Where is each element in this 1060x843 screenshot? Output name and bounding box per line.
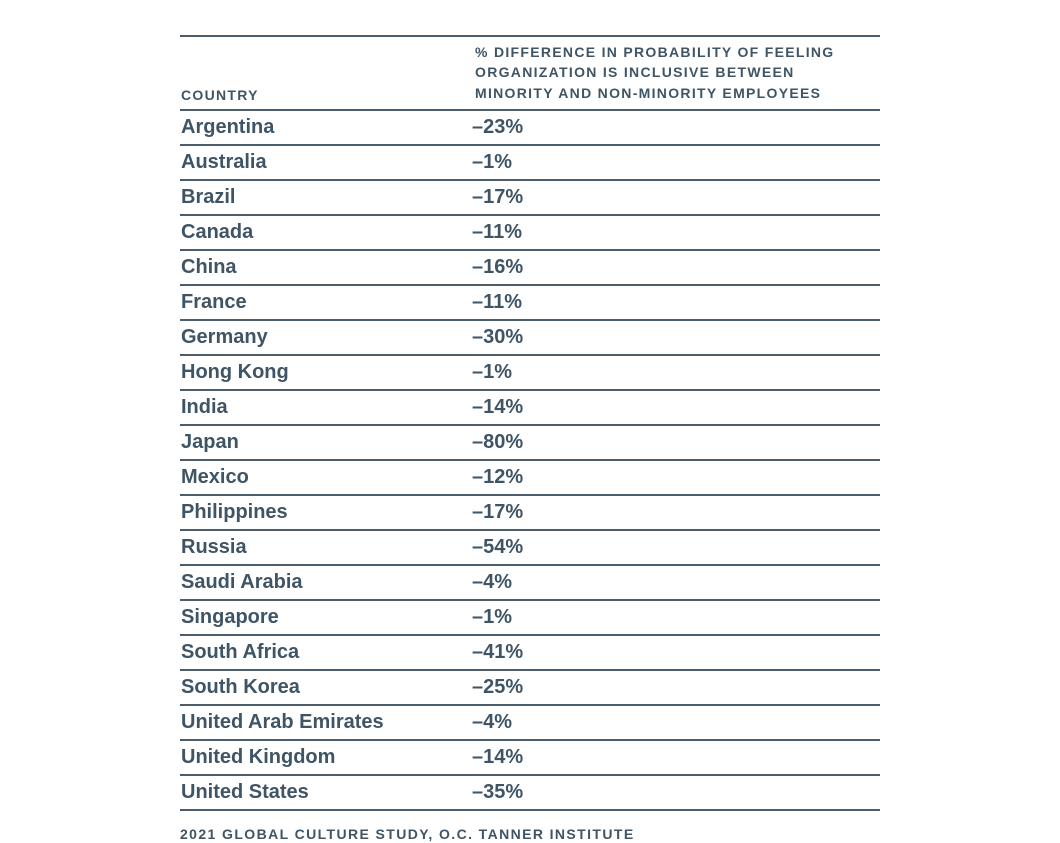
country-cell: Australia <box>181 151 267 173</box>
column-header-country: COUNTRY <box>181 87 259 103</box>
table-row <box>180 496 880 531</box>
country-cell: United Arab Emirates <box>181 711 384 733</box>
difference-value-cell: –80% <box>472 431 524 453</box>
country-cell: Philippines <box>181 501 288 523</box>
source-note: 2021 GLOBAL CULTURE STUDY, O.C. TANNER INSTITUTE <box>180 826 635 842</box>
table-row <box>180 741 880 776</box>
table-row <box>180 636 880 671</box>
table-row <box>180 706 880 741</box>
difference-value-cell: –54% <box>472 536 524 558</box>
column-header-difference: % DIFFERENCE IN PROBABILITY OF FEELING ORGANIZATION IS INCLUSIVE BETWEEN MINORITY AND NON-MINORITY EMPLOYEES <box>475 43 835 101</box>
table-header <box>180 37 880 111</box>
table-row <box>180 356 880 391</box>
difference-value-cell: –23% <box>472 116 524 138</box>
difference-value-cell: –17% <box>472 186 524 208</box>
difference-value-cell: –11% <box>472 291 523 313</box>
difference-value-cell: –12% <box>472 466 524 488</box>
country-cell: Argentina <box>181 116 275 138</box>
table-row <box>180 111 880 146</box>
difference-value-cell: –4% <box>472 711 513 733</box>
table-row <box>180 146 880 181</box>
difference-value-cell: –16% <box>472 256 524 278</box>
country-cell: India <box>181 396 228 418</box>
country-cell: Russia <box>181 536 247 558</box>
country-cell: Canada <box>181 221 254 243</box>
table-row <box>180 181 880 216</box>
table-row <box>180 321 880 356</box>
country-cell: South Africa <box>181 641 300 663</box>
table-row <box>180 391 880 426</box>
table-row <box>180 286 880 321</box>
table-row <box>180 251 880 286</box>
difference-value-cell: –35% <box>472 781 524 803</box>
table-row <box>180 461 880 496</box>
difference-value-cell: –4% <box>472 571 513 593</box>
country-cell: Singapore <box>181 606 279 628</box>
country-cell: Brazil <box>181 186 236 208</box>
difference-value-cell: –1% <box>472 361 513 383</box>
difference-value-cell: –25% <box>472 676 524 698</box>
country-cell: China <box>181 256 237 278</box>
difference-value-cell: –1% <box>472 606 513 628</box>
difference-value-cell: –41% <box>472 641 524 663</box>
difference-value-cell: –14% <box>472 746 524 768</box>
table-row <box>180 601 880 636</box>
difference-value-cell: –14% <box>472 396 524 418</box>
difference-value-cell: –11% <box>472 221 523 243</box>
country-cell: France <box>181 291 247 313</box>
table-body <box>180 111 880 811</box>
table-row <box>180 566 880 601</box>
country-cell: Mexico <box>181 466 249 488</box>
table-row <box>180 216 880 251</box>
country-cell: Hong Kong <box>181 361 289 383</box>
difference-value-cell: –30% <box>472 326 524 348</box>
table-row <box>180 671 880 706</box>
difference-value-cell: –1% <box>472 151 513 173</box>
table-row <box>180 776 880 811</box>
country-cell: Germany <box>181 326 268 348</box>
country-cell: Japan <box>181 431 239 453</box>
country-difference-table <box>180 35 880 811</box>
country-cell: Saudi Arabia <box>181 571 303 593</box>
country-cell: South Korea <box>181 676 300 698</box>
table-row <box>180 426 880 461</box>
table-row <box>180 531 880 566</box>
country-cell: United Kingdom <box>181 746 336 768</box>
difference-value-cell: –17% <box>472 501 524 523</box>
country-cell: United States <box>181 781 309 803</box>
